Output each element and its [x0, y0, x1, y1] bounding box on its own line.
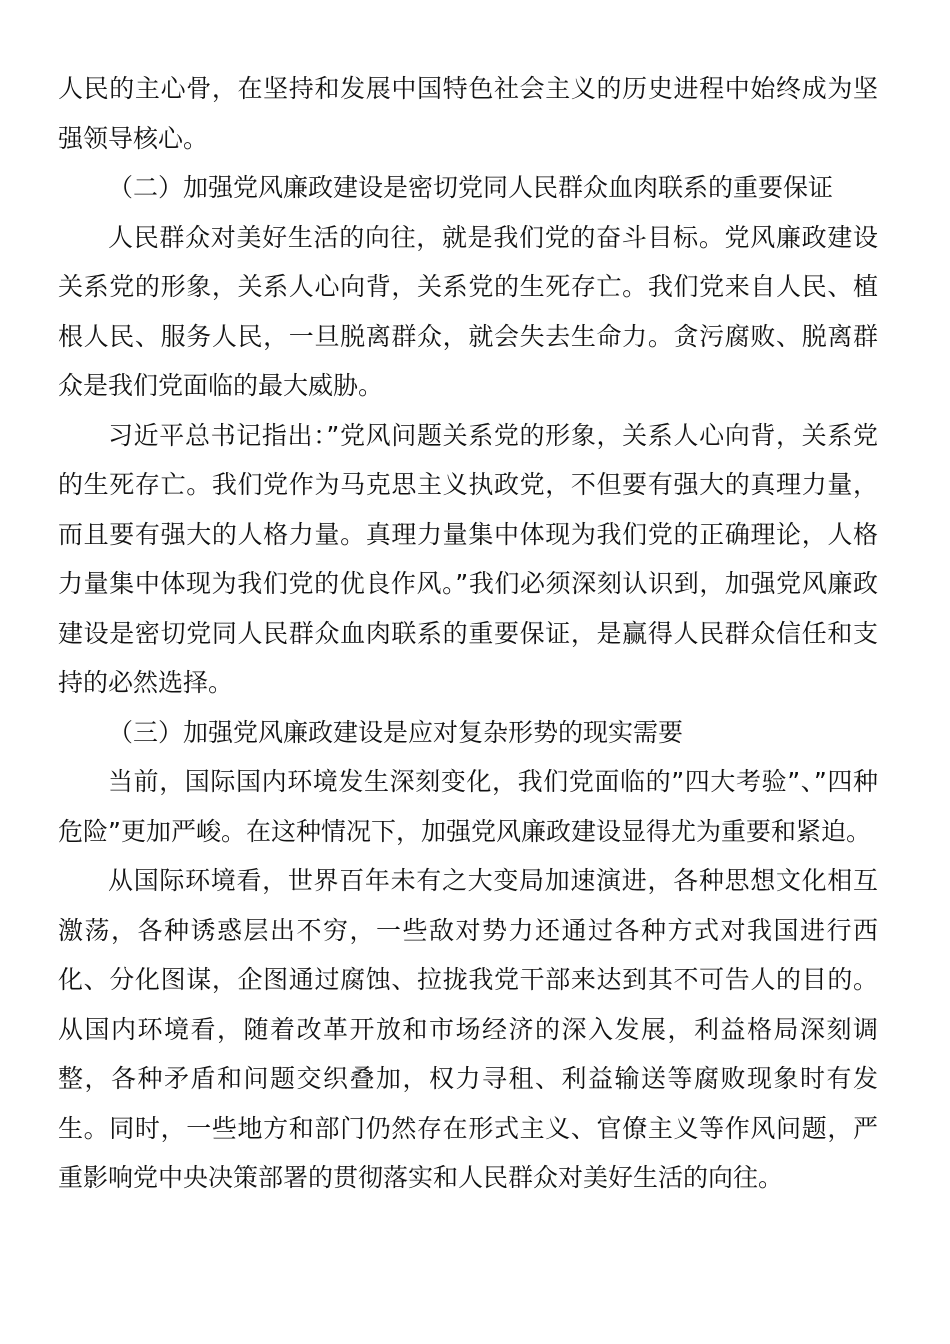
document-page: [58, 64, 878, 1203]
paragraph: 当前，国际国内环境发生深刻变化，我们党面临的”四大考验”、”四种危险”更加严峻。在这种情况下，加强党风廉政建设显得尤为重要和紧迫。: [58, 767, 878, 846]
paragraph: 从国际环境看，世界百年未有之大变局加速演进，各种思想文化相互激荡，各种诱惑层出不穷，一些敌对势力还通过各种方式对我国进行西化、分化图谋，企图通过腐蚀、拉拢我党干部来达到其不可告人的目的。从国内环境看，随着改革开放和市场经济的深入发展，利益格局深刻调整，各种矛盾和问题交织叠加，权力寻租、利益输送等腐败现象时有发生。同时，一些地方和部门仍然存在形式主义、官僚主义等作风问题，严重影响党中央决策部署的贯彻落实和人民群众对美好生活的向往。: [58, 866, 878, 1192]
paragraph-quote: 习近平总书记指出：”党风问题关系党的形象，关系人心向背，关系党的生死存亡。我们党作为马克思主义执政党，不但要有强大的真理力量，而且要有强大的人格力量。真理力量集中体现为我们党的正确理论，人格力量集中体现为我们党的优良作风。”我们必须深刻认识到，加强党风廉政建设是密切党同人民群众血肉联系的重要保证，是赢得人民群众信任和支持的必然选择。: [58, 420, 878, 697]
section-heading-3: （三）加强党风廉政建设是应对复杂形势的现实需要: [108, 717, 684, 747]
paragraph: 人民群众对美好生活的向往，就是我们党的奋斗目标。党风廉政建设关系党的形象，关系人心向背，关系党的生死存亡。我们党来自人民、植根人民、服务人民，一旦脱离群众，就会失去生命力。贪污腐败、脱离群众是我们党面临的最大威胁。: [58, 222, 878, 400]
paragraph-continued: 人民的主心骨，在坚持和发展中国特色社会主义的历史进程中始终成为坚强领导核心。: [58, 74, 878, 153]
section-heading-2: （二）加强党风廉政建设是密切党同人民群众血肉联系的重要保证: [108, 173, 834, 202]
